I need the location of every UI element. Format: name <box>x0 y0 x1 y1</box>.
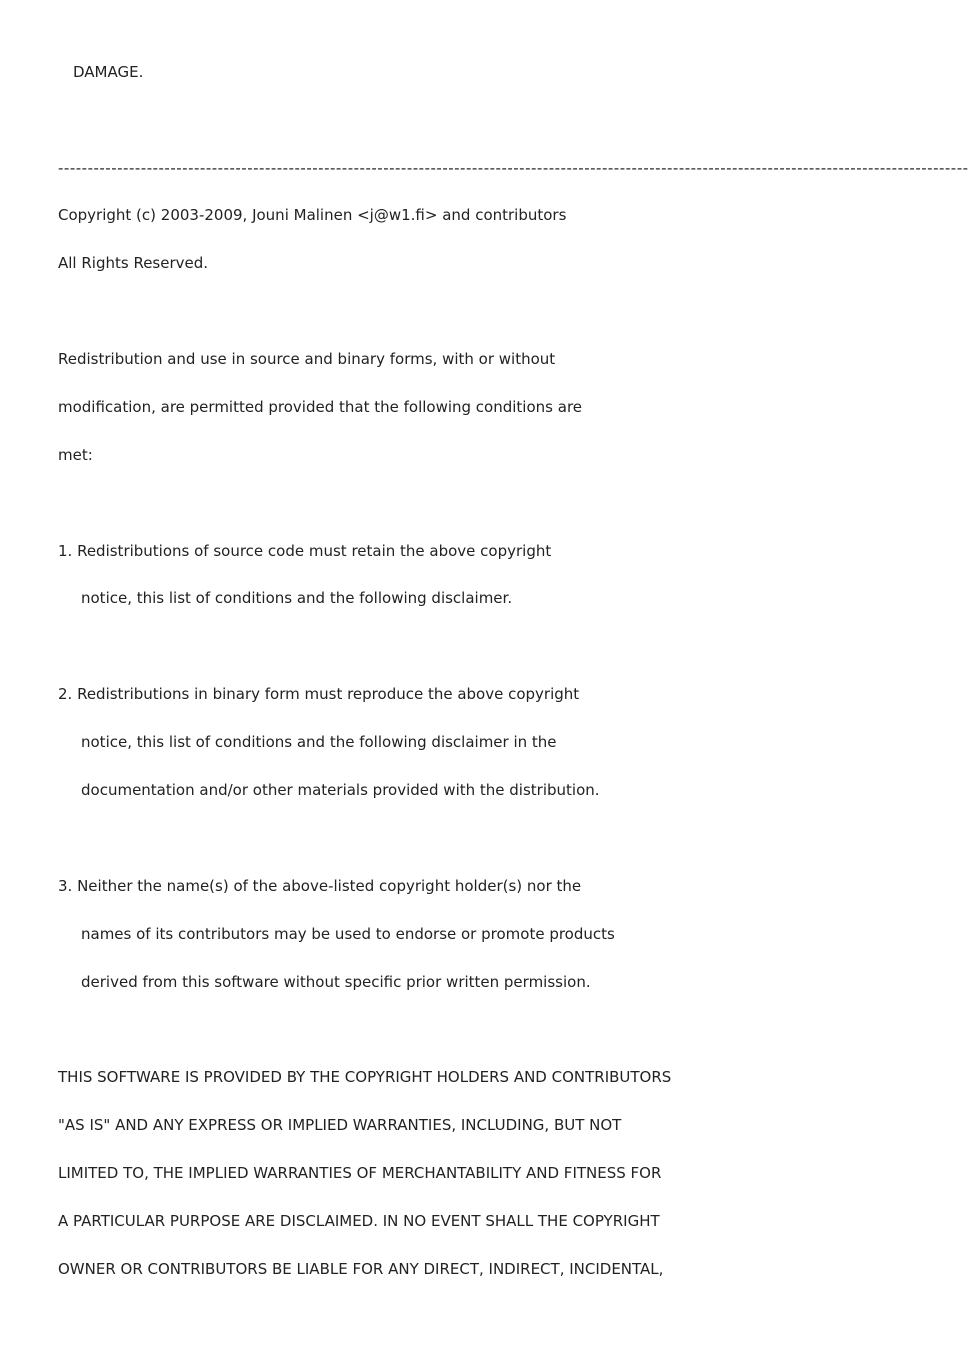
disclaimer-line: LIMITED TO, THE IMPLIED WARRANTIES OF MERCHANTABILITY AND FITNESS FOR <box>58 1164 662 1182</box>
disclaimer-line: A PARTICULAR PURPOSE ARE DISCLAIMED. IN NO EVENT SHALL THE COPYRIGHT <box>58 1212 660 1230</box>
disclaimer-line: "AS IS" AND ANY EXPRESS OR IMPLIED WARRANTIES, INCLUDING, BUT NOT <box>58 1116 622 1134</box>
condition-3-continuation: derived from this software without specific prior written permission. <box>81 973 591 991</box>
disclaimer-line: OWNER OR CONTRIBUTORS BE LIABLE FOR ANY DIRECT, INDIRECT, INCIDENTAL, <box>58 1260 664 1278</box>
condition-2-continuation: notice, this list of conditions and the following disclaimer in the <box>81 733 557 751</box>
condition-1-first-line: 1. Redistributions of source code must retain the above copyright <box>58 542 552 560</box>
condition-2-continuation: documentation and/or other materials provided with the distribution. <box>81 781 600 799</box>
condition-3-continuation: names of its contributors may be used to endorse or promote products <box>81 925 615 943</box>
disclaimer-line: THIS SOFTWARE IS PROVIDED BY THE COPYRIGHT HOLDERS AND CONTRIBUTORS <box>58 1068 672 1086</box>
condition-3-first-line: 3. Neither the name(s) of the above-listed copyright holder(s) nor the <box>58 877 582 895</box>
rights-line: All Rights Reserved. <box>58 254 209 272</box>
separator-line: ---------------------------------------------------------------------------------------------------------------------------------------------------------- <box>58 159 969 177</box>
intro-line: Redistribution and use in source and binary forms, with or without <box>58 350 556 368</box>
condition-2-first-line: 2. Redistributions in binary form must reproduce the above copyright <box>58 685 580 703</box>
condition-1-continuation: notice, this list of conditions and the following disclaimer. <box>81 589 513 607</box>
intro-line: modification, are permitted provided that the following conditions are <box>58 398 583 416</box>
top-fragment: DAMAGE. <box>73 63 144 81</box>
copyright-line: Copyright (c) 2003-2009, Jouni Malinen <j@w1.fi> and contributors <box>58 206 567 224</box>
intro-line: met: <box>58 446 93 464</box>
